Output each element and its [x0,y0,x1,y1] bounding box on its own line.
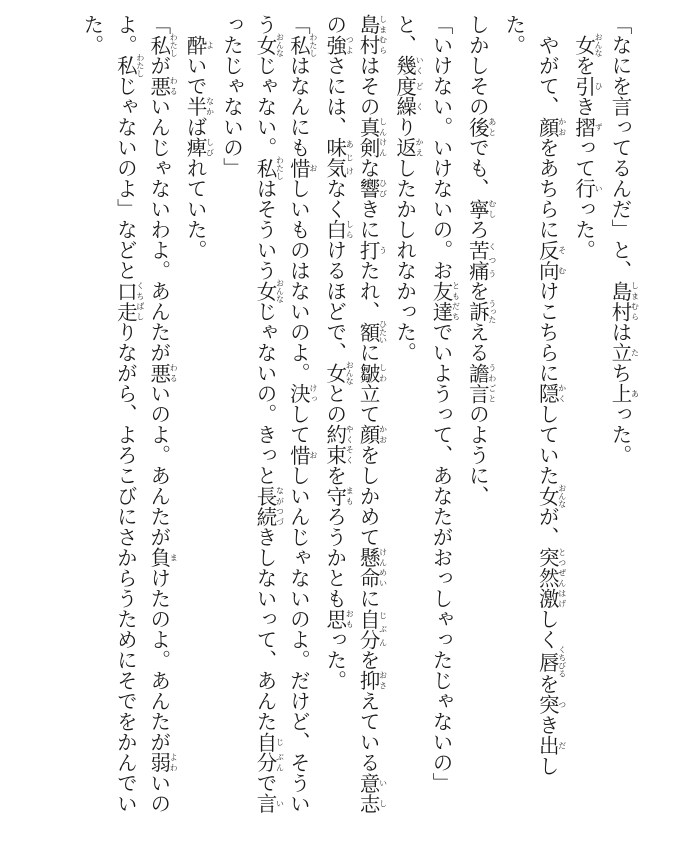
furigana: しまむら [630,280,640,322]
paragraph-1: 「なにを言ってるんだ」と、島村しまむらは立たち上あった。 [608,14,640,465]
furigana: しんけん [378,116,388,158]
furigana: わる [169,362,179,383]
furigana: じぶん [378,608,388,650]
furigana: おんな [557,483,567,508]
furigana: わたし [135,53,145,78]
furigana: むし [487,198,497,219]
furigana: ながつづ [275,485,285,527]
furigana: おさ [378,670,388,691]
paragraph-6: と、幾いく度ど繰くり返かえしたかしれなかった。 [392,14,425,363]
furigana: しわ [378,362,388,383]
furigana: しまむら [378,14,388,55]
furigana: うった [487,299,497,324]
furigana: かお [557,116,567,137]
furigana: ひび [378,178,388,199]
furigana: なか [205,96,215,117]
furigana: しら [345,219,355,240]
furigana: とつぜん [557,547,567,588]
furigana: だ [557,735,567,756]
furigana: あと [487,116,497,137]
paragraph-4: しかしその後あとでも、寧むしろ苦痛くつうを訴うったえる譫言うわごとのように、 [465,14,497,506]
furigana: けんめい [378,547,388,588]
furigana: しび [205,137,215,158]
furigana: おんな [275,32,285,57]
furigana: ひたい [378,319,388,344]
furigana: かく [557,383,567,404]
furigana: くちびる [557,645,567,678]
furigana: く [415,96,425,117]
furigana: おんな [594,32,604,57]
furigana: ぶん [275,752,285,773]
furigana: よわ [169,752,179,773]
furigana: た [630,342,640,363]
furigana: おんな [345,360,355,385]
furigana: ひ [594,75,604,96]
furigana: ど [415,75,425,96]
furigana: そむ [557,239,567,281]
paragraph-5: 「いけない。いけないの。お友達ともだちでいようって、あなたがおっしゃったじゃないの」 [428,14,461,793]
paragraph-9: 酔よいで半なかば痺しびれていた。 [183,34,215,260]
furigana: お [308,444,318,465]
furigana: はげ [557,588,567,609]
furigana: よ [205,34,215,55]
furigana: まも [345,485,355,506]
furigana: いく [415,55,425,76]
furigana: けっ [308,383,318,404]
vertical-text-body [75,14,640,814]
furigana: じ [275,731,285,752]
furigana: お [308,157,318,178]
paragraph-2: 女おんなを引ひき摺ずって行いった。 [571,32,604,260]
furigana: うわごと [487,362,497,404]
paragraph-8: 「私わたしはなんにも惜おしいものはないのよ。決けっして惜おしいんじゃないのよ。だけど、そういう女おんなじゃない。私わたしはそういう女おんなじゃないの。きっと長続ながつづきしないって、あんた自じ分ぶんで言いったじゃないの」 [219,14,318,814]
furigana: おんな [275,278,285,303]
furigana: かお [378,424,388,445]
furigana: い [594,178,604,199]
paragraph-7: 島村しまむらはその真剣しんけんな響ひびきに打うたれ、額ひたいに皺しわ立て顔かおをしかめて懸命けんめいに自分じぶんを抑おさえている意志いしの強つよさには、味気あじけなく白しらけるほどで、女おんなとの約束やくそくを守まもろうかとも思おもった。 [322,14,388,814]
paragraph-3: やがて、顔かおをあちらに反向そむけこちらに隠かくしていた女おんなが、突然とつぜん激はげしく唇くちびるを突つき出だした。 [501,14,567,776]
furigana: つ [557,694,567,715]
furigana: ともだち [451,280,461,322]
text-run: 「なにを言ってるんだ」と、 [608,14,632,281]
furigana: わたし [308,32,318,57]
furigana: わたし [169,32,179,57]
furigana: くちばし [135,280,145,322]
furigana: つよ [345,34,355,55]
furigana: いし [378,772,388,814]
furigana: い [275,793,285,814]
furigana: ま [169,547,179,568]
paragraph-10: 「私わたしが悪わるいんじゃないわよ。あんたが悪わるいのよ。あんたが負まけたのよ。あんたが弱よわいのよ。私わたしじゃないのよ」などと口走くちばしりながら、よろこびにさからうためにそでをかんでいた。 [79,14,179,814]
furigana: あ [630,383,640,404]
furigana: やくそく [345,424,355,465]
furigana: あじけ [345,137,355,178]
furigana: かえ [415,137,425,158]
furigana: わたし [275,155,285,180]
furigana: ず [594,116,604,137]
furigana: くつう [487,239,497,281]
furigana: わる [169,75,179,96]
furigana: う [378,239,388,260]
furigana: おも [345,608,355,629]
